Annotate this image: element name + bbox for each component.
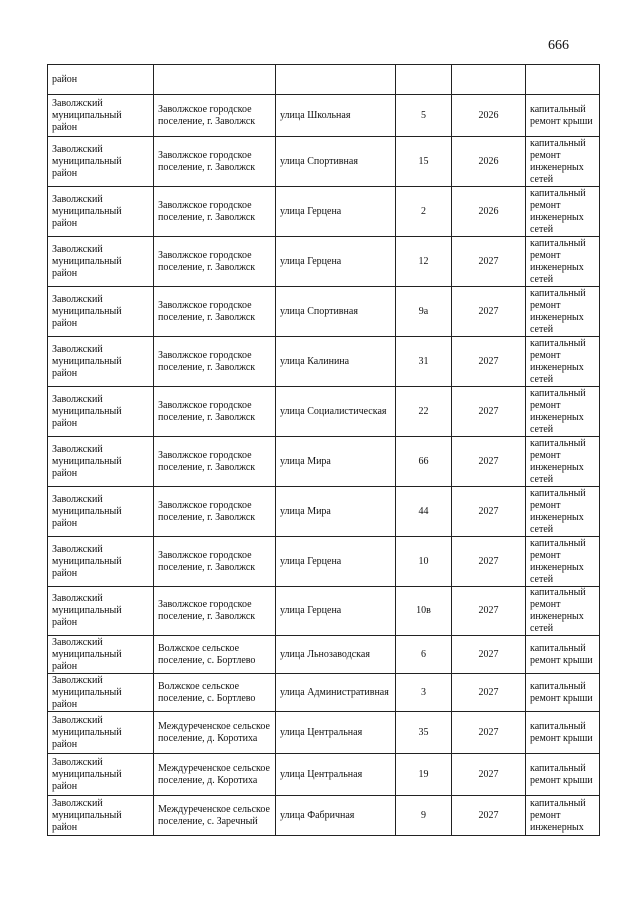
work-type-cell: капитальный ремонт инженерных сетей — [526, 137, 600, 187]
table-row — [48, 137, 600, 187]
work-type-cell: капитальный ремонт инженерных сетей — [526, 587, 600, 636]
work-type-cell: капитальный ремонт крыши — [526, 95, 600, 137]
house-number-cell: 66 — [396, 437, 452, 487]
year-cell: 2027 — [452, 237, 526, 287]
district-cell: район — [48, 65, 154, 95]
settlement-cell: Заволжское городское поселение, г. Заволжск — [154, 337, 276, 387]
work-type-cell: капитальный ремонт инженерных сетей — [526, 187, 600, 237]
table-row — [48, 636, 600, 674]
street-cell: улица Мира — [276, 487, 396, 537]
year-cell: 2027 — [452, 387, 526, 437]
repair-schedule-table — [47, 64, 600, 836]
table-row — [48, 337, 600, 387]
district-cell: Заволжский муниципальный район — [48, 287, 154, 337]
street-cell: улица Спортивная — [276, 287, 396, 337]
table-row — [48, 437, 600, 487]
street-cell: улица Герцена — [276, 187, 396, 237]
year-cell: 2027 — [452, 754, 526, 796]
street-cell: улица Льнозаводская — [276, 636, 396, 674]
house-number-cell: 19 — [396, 754, 452, 796]
settlement-cell: Волжское сельское поселение, с. Бортлево — [154, 636, 276, 674]
house-number-cell: 35 — [396, 712, 452, 754]
house-number-cell: 9а — [396, 287, 452, 337]
table-row — [48, 187, 600, 237]
district-cell: Заволжский муниципальный район — [48, 636, 154, 674]
street-cell: улица Центральная — [276, 712, 396, 754]
district-cell: Заволжский муниципальный район — [48, 137, 154, 187]
district-cell: Заволжский муниципальный район — [48, 674, 154, 712]
district-cell: Заволжский муниципальный район — [48, 187, 154, 237]
house-number-cell: 10 — [396, 537, 452, 587]
table-row — [48, 796, 600, 836]
street-cell: улица Герцена — [276, 587, 396, 636]
table-row — [48, 287, 600, 337]
street-cell: улица Герцена — [276, 237, 396, 287]
district-cell: Заволжский муниципальный район — [48, 712, 154, 754]
settlement-cell: Междуреченское сельское поселение, д. Коротиха — [154, 712, 276, 754]
year-cell: 2026 — [452, 137, 526, 187]
year-cell: 2027 — [452, 636, 526, 674]
work-type-cell: капитальный ремонт инженерных сетей — [526, 487, 600, 537]
work-type-cell: капитальный ремонт инженерных сетей — [526, 287, 600, 337]
street-cell: улица Калинина — [276, 337, 396, 387]
table-row — [48, 537, 600, 587]
house-number-cell: 12 — [396, 237, 452, 287]
table-row — [48, 95, 600, 137]
work-type-cell: капитальный ремонт инженерных сетей — [526, 437, 600, 487]
settlement-cell: Заволжское городское поселение, г. Заволжск — [154, 487, 276, 537]
district-cell: Заволжский муниципальный район — [48, 587, 154, 636]
table-row — [48, 674, 600, 712]
settlement-cell: Заволжское городское поселение, г. Заволжск — [154, 187, 276, 237]
district-cell: Заволжский муниципальный район — [48, 754, 154, 796]
settlement-cell: Волжское сельское поселение, с. Бортлево — [154, 674, 276, 712]
house-number-cell: 15 — [396, 137, 452, 187]
street-cell: улица Мира — [276, 437, 396, 487]
street-cell: улица Школьная — [276, 95, 396, 137]
table-row-continued — [48, 65, 600, 95]
settlement-cell: Заволжское городское поселение, г. Заволжск — [154, 537, 276, 587]
year-cell: 2027 — [452, 537, 526, 587]
work-type-cell: капитальный ремонт инженерных сетей — [526, 387, 600, 437]
table-row — [48, 712, 600, 754]
year-cell: 2027 — [452, 287, 526, 337]
house-number-cell: 22 — [396, 387, 452, 437]
street-cell: улица Герцена — [276, 537, 396, 587]
year-cell: 2027 — [452, 487, 526, 537]
settlement-cell: Заволжское городское поселение, г. Заволжск — [154, 437, 276, 487]
year-cell: 2027 — [452, 674, 526, 712]
work-type-cell: капитальный ремонт крыши — [526, 712, 600, 754]
district-cell: Заволжский муниципальный район — [48, 95, 154, 137]
settlement-cell: Заволжское городское поселение, г. Заволжск — [154, 587, 276, 636]
work-type-cell: капитальный ремонт инженерных сетей — [526, 337, 600, 387]
work-type-cell: капитальный ремонт инженерных сетей — [526, 537, 600, 587]
page-number: 666 — [548, 38, 569, 53]
year-cell: 2027 — [452, 712, 526, 754]
house-number-cell: 6 — [396, 636, 452, 674]
year-cell: 2026 — [452, 187, 526, 237]
street-cell: улица Фабричная — [276, 796, 396, 836]
district-cell: Заволжский муниципальный район — [48, 387, 154, 437]
year-cell: 2027 — [452, 796, 526, 836]
settlement-cell: Междуреченское сельское поселение, д. Коротиха — [154, 754, 276, 796]
settlement-cell: Заволжское городское поселение, г. Заволжск — [154, 237, 276, 287]
table-row — [48, 754, 600, 796]
table-row — [48, 387, 600, 437]
street-cell: улица Спортивная — [276, 137, 396, 187]
street-cell: улица Социалистическая — [276, 387, 396, 437]
settlement-cell: Заволжское городское поселение, г. Заволжск — [154, 387, 276, 437]
settlement-cell: Заволжское городское поселение, г. Заволжск — [154, 137, 276, 187]
table-row — [48, 487, 600, 537]
district-cell: Заволжский муниципальный район — [48, 537, 154, 587]
table-row — [48, 587, 600, 636]
house-number-cell: 2 — [396, 187, 452, 237]
house-number-cell: 5 — [396, 95, 452, 137]
district-cell: Заволжский муниципальный район — [48, 237, 154, 287]
year-cell: 2027 — [452, 337, 526, 387]
settlement-cell: Междуреченское сельское поселение, с. Заречный — [154, 796, 276, 836]
district-cell: Заволжский муниципальный район — [48, 487, 154, 537]
street-cell: улица Административная — [276, 674, 396, 712]
house-number-cell: 31 — [396, 337, 452, 387]
house-number-cell: 44 — [396, 487, 452, 537]
year-cell: 2027 — [452, 437, 526, 487]
work-type-cell: капитальный ремонт крыши — [526, 754, 600, 796]
district-cell: Заволжский муниципальный район — [48, 437, 154, 487]
house-number-cell: 3 — [396, 674, 452, 712]
work-type-cell: капитальный ремонт инженерных — [526, 796, 600, 836]
work-type-cell: капитальный ремонт крыши — [526, 636, 600, 674]
year-cell: 2027 — [452, 587, 526, 636]
year-cell: 2026 — [452, 95, 526, 137]
settlement-cell: Заволжское городское поселение, г. Заволжск — [154, 95, 276, 137]
street-cell: улица Центральная — [276, 754, 396, 796]
house-number-cell: 9 — [396, 796, 452, 836]
house-number-cell: 10в — [396, 587, 452, 636]
work-type-cell: капитальный ремонт крыши — [526, 674, 600, 712]
settlement-cell: Заволжское городское поселение, г. Заволжск — [154, 287, 276, 337]
work-type-cell: капитальный ремонт инженерных сетей — [526, 237, 600, 287]
table-row — [48, 237, 600, 287]
district-cell: Заволжский муниципальный район — [48, 796, 154, 836]
district-cell: Заволжский муниципальный район — [48, 337, 154, 387]
